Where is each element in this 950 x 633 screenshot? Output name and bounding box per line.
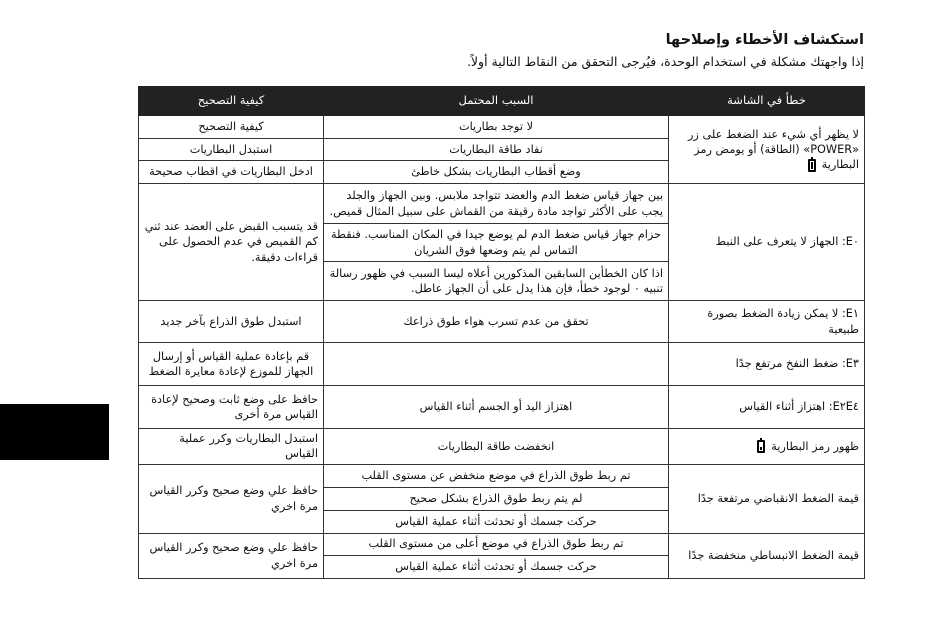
display-text: ظهور رمز البطارية	[771, 439, 859, 453]
cause-cell: وضع أقطاب البطاريات بشكل خاطئ	[324, 161, 669, 184]
fix-cell: قد يتسبب القبض على العضد عند ثني كم القميص في عدم الحصول على قراءات دقيقة.	[139, 184, 324, 301]
cause-cell: بين جهاز قياس ضغط الدم والعضد تتواجد ملابس. وبين الجهاز والجلد يجب على الأكثر تواجد مادة رقيقة من القماش على سبيل المثال قميص.	[324, 184, 669, 224]
table-row	[139, 116, 865, 139]
battery-low-icon	[757, 440, 765, 453]
fix-cell: ادخل البطاريات في اقطاب صحيحة	[139, 161, 324, 184]
fix-cell: حافظ علي وضع صحيح وكرر القياس مرة اخري	[139, 464, 324, 533]
fix-cell: استبدل البطاريات	[139, 139, 324, 161]
cause-cell: نفاد طاقة البطاريات	[324, 139, 669, 161]
fix-cell: كيفية التصحيح	[139, 116, 324, 139]
cause-cell: اذا كان الخطأين السابقين المذكورين أعلاه ليسا السبب في ظهور رسالة تنبيه ٠ لوجود خطأ، فإن هذا يدل على أن الجهاز عاطل.	[324, 262, 669, 301]
cause-cell: لم يتم ربط طوق الذراع بشكل صحيح	[324, 487, 669, 510]
fix-cell: حافظ على وضع ثابت وصحيح لإعادة القياس مرة أخرى	[139, 386, 324, 429]
cause-cell: انخفضت طاقة البطاريات	[324, 429, 669, 465]
table-row	[139, 429, 865, 465]
cause-cell: تم ربط طوق الذراع في موضع أعلى من مستوى القلب	[324, 533, 669, 555]
cause-cell: لا توجد بطاريات	[324, 116, 669, 139]
header-fix: كيفية التصحيح	[139, 87, 324, 116]
header-cause: السبب المحتمل	[324, 87, 669, 116]
display-cell: E٣: ضغط النفخ مرتفع جدًا	[669, 343, 865, 386]
header-display: خطأ في الشاشة	[669, 87, 865, 116]
display-cell: E٠: الجهاز لا يتعرف على النبط	[669, 184, 865, 301]
display-cell: قيمة الضغط الانبساطي منخفضة جدًا	[669, 533, 865, 578]
display-text: لا يظهر أي شيء عند الضغط على زر «POWER» (الطاقة) أو يومض رمز البطارية	[687, 127, 859, 172]
cause-cell: حزام جهاز قياس ضغط الدم لم يوضع جيدا في المكان المناسب. فنقطة التماس لم يتم وضعها فوق الشريان	[324, 224, 669, 262]
display-cell	[669, 429, 865, 465]
cause-cell: اهتزاز اليد أو الجسم أثناء القياس	[324, 386, 669, 429]
fix-cell: حافظ علي وضع صحيح وكرر القياس مرة اخري	[139, 533, 324, 578]
cause-cell: حركت جسمك أو تحدثت أثناء عملية القياس	[324, 510, 669, 533]
troubleshooting-table	[138, 86, 865, 579]
display-cell	[669, 116, 865, 184]
cause-cell: تم ربط طوق الذراع في موضع منخفض عن مستوى القلب	[324, 464, 669, 487]
table-row	[139, 386, 865, 429]
table-header-row	[139, 87, 865, 116]
table-row	[139, 184, 865, 224]
cause-cell: تحقق من عدم تسرب هواء طوق ذراعك	[324, 301, 669, 343]
fix-cell: استبدل طوق الذراع بآخر جديد	[139, 301, 324, 343]
table-row	[139, 464, 865, 487]
display-cell: E٢E٤: اهتزاز أثناء القياس	[669, 386, 865, 429]
cause-cell	[324, 343, 669, 386]
fix-cell: قم بإعادة عملية القياس أو إرسال الجهاز للموزع لإعادة معايرة الضغط	[139, 343, 324, 386]
display-cell: E١: لا يمكن زيادة الضغط بصورة طبيعية	[669, 301, 865, 343]
battery-full-icon	[808, 159, 816, 172]
table-row	[139, 301, 865, 343]
page-heading: استكشاف الأخطاء وإصلاحها	[665, 32, 864, 48]
table-row	[139, 533, 865, 555]
intro-text: إذا واجهتك مشكلة في استخدام الوحدة، فيُرجى التحقق من النقاط التالية أولاً.	[466, 54, 864, 69]
table-row	[139, 343, 865, 386]
cause-cell: حركت جسمك أو تحدثت أثناء عملية القياس	[324, 555, 669, 578]
fix-cell: استبدل البطاريات وكرر عملية القياس	[139, 429, 324, 465]
display-cell: قيمة الضغط الانقباضي مرتفعة جدًا	[669, 464, 865, 533]
side-tab-marker	[0, 404, 109, 460]
